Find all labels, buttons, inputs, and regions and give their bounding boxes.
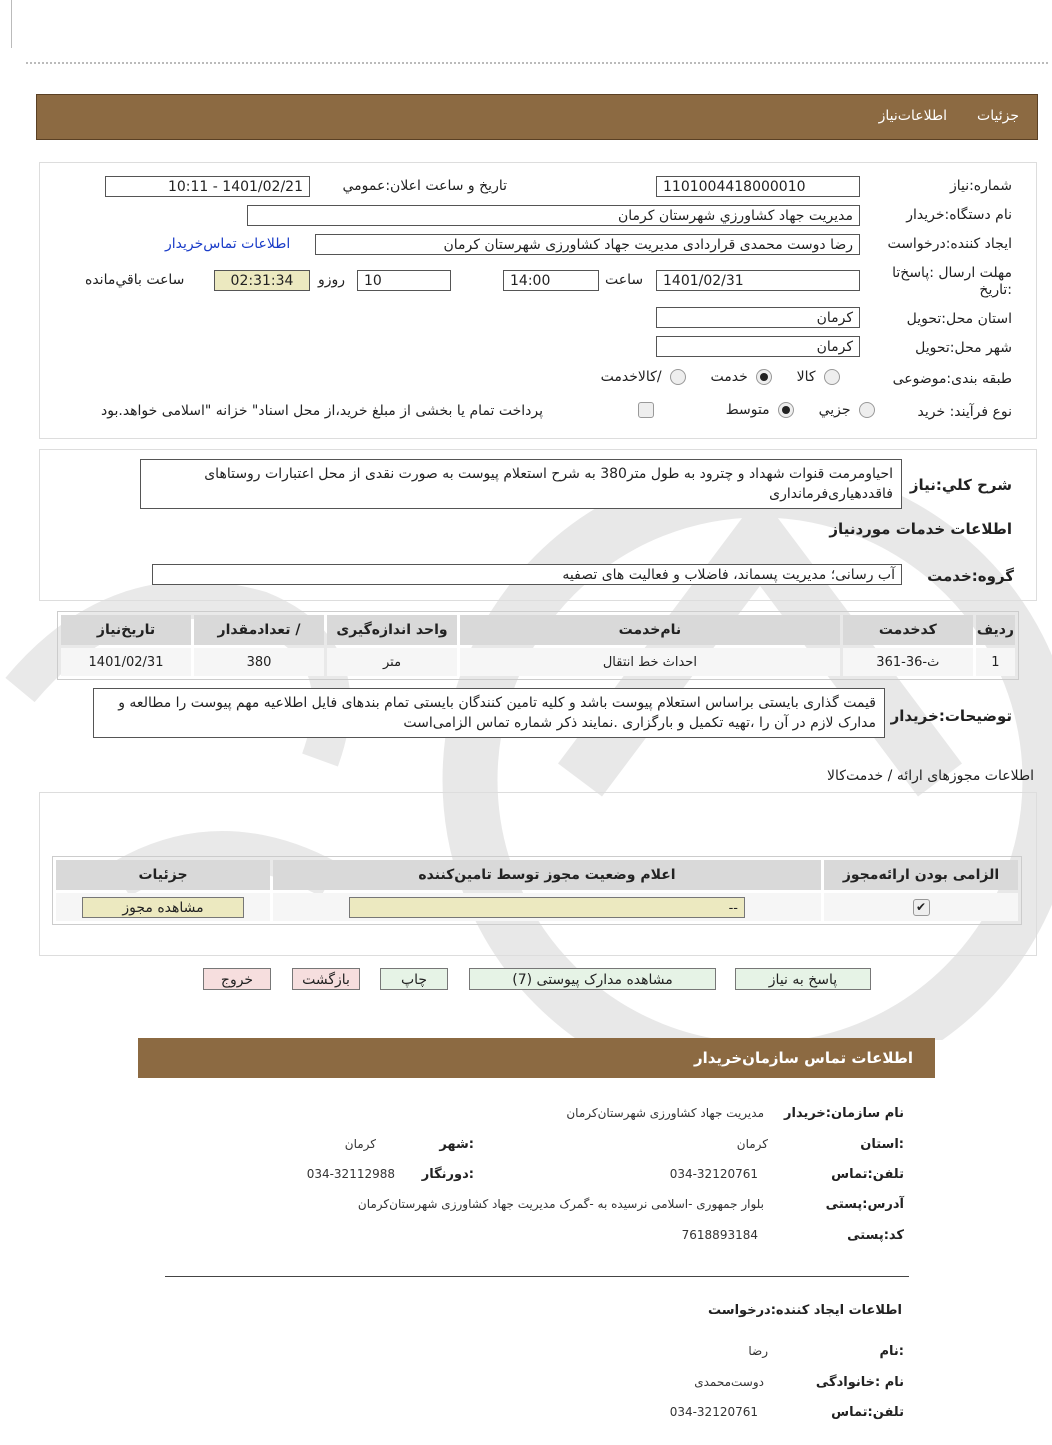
creator-name-label: :نام [879, 1344, 904, 1359]
phone-value: 034-32120761 [669, 1167, 758, 1181]
cell-service-code: ث-36-361 [876, 654, 940, 670]
category-goods-label: كالا [796, 369, 816, 385]
buyer-label: نام دستگاه:خريدار [906, 207, 1012, 223]
col-license-required: الزامی بودن ارائه‌مجوز [824, 860, 1018, 890]
category-goods-service-radio[interactable] [670, 369, 686, 385]
services-table [58, 612, 1018, 679]
announce-field: 1401/02/21 - 10:11 [105, 176, 310, 197]
city-contact-value: کرمان [344, 1137, 376, 1151]
contact-divider [165, 1276, 909, 1277]
cell-need-date: 1401/02/31 [88, 654, 164, 670]
address-value: بلوار جمهوری -اسلامی نرسیده به -گمرک مدیریت جهاد کشاورزی شهرستان‌کرمان [357, 1197, 764, 1211]
process-radio-group [722, 402, 875, 418]
view-license-button[interactable]: مشاهده مجوز [82, 897, 244, 918]
need-number-label: شماره:نیاز [949, 178, 1012, 194]
group-label: گروه:خدمت [927, 567, 1014, 585]
province-label: استان محل:تحويل [906, 311, 1012, 327]
treasury-payment-checkbox[interactable] [638, 402, 654, 418]
col-service-code: كدخدمت [843, 615, 973, 645]
org-value: مدیریت جهاد کشاورزی شهرستان‌کرمان [566, 1106, 764, 1120]
tab-details[interactable]: جزئیات [977, 108, 1019, 124]
cell-license-details [56, 893, 270, 921]
process-small-label: جزيي [818, 402, 851, 418]
summary-label: شرح كلي:نياز [909, 476, 1012, 494]
category-service-radio[interactable] [756, 369, 772, 385]
creator-phone-value: 034-32120761 [669, 1405, 758, 1419]
countdown-field: 02:31:34 [214, 270, 310, 291]
license-status-field[interactable]: -- [349, 897, 745, 918]
creator-name-value: رضا [748, 1344, 768, 1358]
licenses-table-wrap [52, 856, 1022, 925]
org-label: نام سازمان:خريدار [784, 1106, 904, 1121]
province-field: كرمان [656, 307, 860, 328]
treasury-payment-label: پرداخت تمام يا بخشی از مبلغ خريد،از محل اسناد" خزانه "اسلامی خواهد.بود [101, 403, 544, 419]
creator-label: ايجاد كننده:درخواست [887, 236, 1012, 252]
deadline-time-label: ساعت [605, 272, 644, 288]
category-goods-service-label: /كالاخدمت [600, 369, 662, 385]
col-quantity: / تعدادمقدار [194, 615, 324, 645]
licenses-table-header [56, 860, 1018, 890]
creator-family-label: نام :خانوادگی [815, 1375, 904, 1390]
fax-value: 034-32112988 [306, 1167, 395, 1181]
tab-need-info[interactable]: اطلاعات‌نیاز [878, 108, 947, 124]
table-row [61, 648, 1015, 676]
deadline-time-field: 14:00 [503, 270, 599, 291]
cell-row: 1 [991, 654, 1000, 670]
col-license-details: جزئيات [56, 860, 270, 890]
cell-service-name: احداث خط انتقال [602, 654, 697, 670]
days-field: 10 [357, 270, 451, 291]
left-edge-line [11, 0, 12, 48]
process-medium-label: متوسط [725, 402, 770, 418]
city-field: كرمان [656, 336, 860, 357]
contact-header-bar [138, 1038, 935, 1078]
creator-heading: اطلاعات ايجاد كننده:درخواست [708, 1303, 902, 1318]
address-label: آدرس:پستی [825, 1197, 904, 1212]
col-license-status: اعلام وضعيت مجوز توسط تامين‌كننده [273, 860, 821, 890]
header-bar [36, 94, 1038, 140]
contact-heading: اطلاعات تماس سازمان‌خريدار [693, 1049, 913, 1067]
cell-license-required [824, 893, 1018, 921]
process-label: نوع فرآيند: خريد [917, 404, 1012, 420]
group-field: آب رسانی؛ مدیریت پسماند، فاضلاب و فعالیت های تصفیه [152, 564, 902, 585]
license-required-checkbox: ✔ [913, 899, 930, 916]
exit-button[interactable]: خروج [203, 968, 271, 990]
cell-unit: متر [382, 654, 402, 670]
services-table-wrap [57, 611, 1019, 680]
services-heading: اطلاعات خدمات موردنياز [829, 520, 1012, 538]
province-contact-value: کرمان [736, 1137, 768, 1151]
creator-phone-label: تلفن:تماس [831, 1405, 904, 1420]
fax-label: :دورنگار [421, 1167, 474, 1182]
announce-label: تاريخ و ساعت اعلان:عمومي [342, 178, 507, 194]
postal-code-value: 7618893184 [681, 1228, 758, 1242]
city-contact-label: :شهر [439, 1137, 474, 1152]
category-goods-radio[interactable] [824, 369, 840, 385]
remaining-label: ساعت باقي‌مانده [85, 272, 185, 288]
need-number-field: 1101004418000010 [656, 176, 860, 197]
buyer-notes-label: توضيحات:خريدار [890, 707, 1012, 725]
cell-license-status [273, 893, 821, 921]
col-need-date: تاريخ‌نياز [61, 615, 191, 645]
top-divider [26, 62, 1048, 64]
deadline-date-field: 1401/02/31 [656, 270, 860, 291]
province-contact-label: :استان [860, 1137, 904, 1152]
need-info-panel [39, 162, 1037, 439]
city-label: شهر محل:تحويل [915, 340, 1012, 356]
buyer-contact-link[interactable]: اطلاعات تماس‌خریدار [165, 236, 291, 252]
deadline-label: مهلت ارسال :پاسخ‌تا :تاريخ [892, 265, 1012, 298]
reply-button[interactable]: پاسخ به نياز [735, 968, 871, 990]
cell-quantity: 380 [246, 654, 272, 670]
back-button[interactable]: بازگشت [292, 968, 360, 990]
buyer-notes-text: قیمت گذاری بایستی براساس استعلام پیوست باشد و کلیه تامین کنندگان بایستی تمام بندهای فایل اطلاعیه مهم پیوست را مطالعه و مدارک لازم در آن را ،تهیه تکمیل و بارگزاری .نمایند ذکر شماره تماس الزامی‌است [93, 688, 885, 738]
table-row [56, 893, 1018, 921]
buyer-field: مديريت جهاد كشاورزي شهرستان كرمان [247, 205, 860, 226]
postal-code-label: كد:پستی [847, 1228, 904, 1243]
days-label: روزو [318, 272, 346, 288]
summary-text: احیاومرمت قنوات شهداد و چترود به طول متر380 به شرح استعلام پیوست به صورت نقدی از محل اعتبارات روستاهای فاقددهیاری‌فرمانداری [140, 459, 902, 509]
creator-field: رضا دوست محمدی قراردادی مدیریت جهاد کشاورزی شهرستان کرمان [315, 234, 860, 255]
licenses-heading: اطلاعات مجوزهای ارائه / خدمت‌كالا [827, 768, 1034, 784]
category-label: طبقه بندی:موضوعی [892, 371, 1012, 387]
category-service-label: خدمت [710, 369, 748, 385]
category-radio-group [597, 369, 840, 385]
col-row: رديف [976, 615, 1015, 645]
phone-label: تلفن:تماس [831, 1167, 904, 1182]
col-unit: واحد اندازه‌گيری [327, 615, 457, 645]
creator-family-value: دوست‌محمدی [694, 1375, 764, 1389]
col-service-name: نام‌خدمت [460, 615, 840, 645]
services-table-header [61, 615, 1015, 645]
licenses-table [53, 857, 1021, 924]
view-attachments-button[interactable]: مشاهده مدارک پيوستی (7) [469, 968, 716, 990]
process-small-radio[interactable] [859, 402, 875, 418]
process-medium-radio[interactable] [778, 402, 794, 418]
print-button[interactable]: چاپ [380, 968, 448, 990]
